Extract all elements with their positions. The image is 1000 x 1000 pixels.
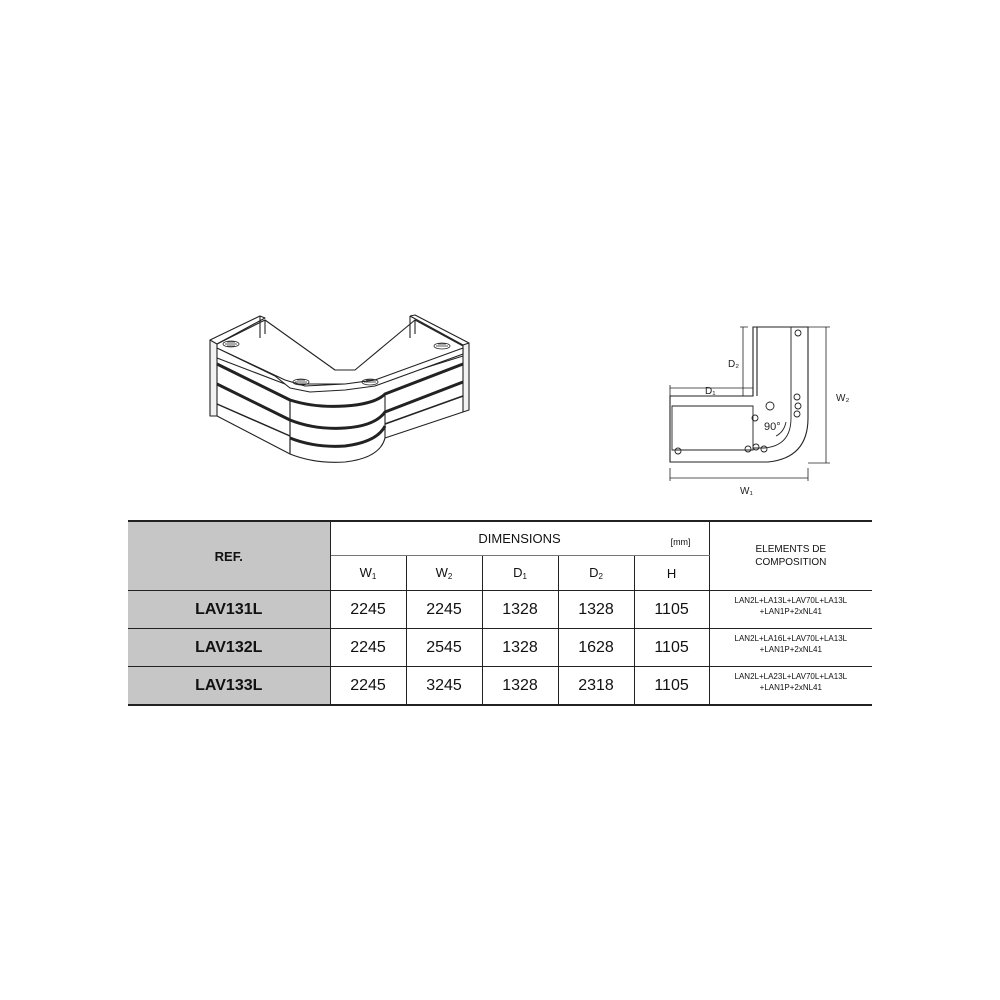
d1-cell: 1328	[482, 629, 558, 667]
col-w1-header: $W_1$	[330, 556, 406, 591]
d1-cell: 1328	[482, 591, 558, 629]
w2-cell: 2245	[406, 591, 482, 629]
w2-cell: 2545	[406, 629, 482, 667]
elements-header-line2: COMPOSITION	[755, 557, 827, 568]
counter-isometric-drawing	[205, 308, 475, 468]
h-cell: 1105	[634, 667, 709, 706]
table-row	[128, 591, 872, 629]
d2-cell: 2318	[558, 667, 634, 706]
col-w2-header: $W_2$	[406, 556, 482, 591]
elements-cell: LAN2L+LA23L+LAV70L+LA13L +LAN1P+2xNL41	[709, 667, 872, 706]
d2-cell: 1328	[558, 591, 634, 629]
label-d1: D₁	[705, 386, 716, 397]
unit-label: [mm]	[670, 537, 691, 547]
label-w2: W₂	[836, 393, 850, 404]
ref-cell: LAV132L	[128, 629, 330, 667]
table-row	[128, 667, 872, 706]
table-row	[128, 629, 872, 667]
label-angle: 90°	[764, 421, 781, 433]
label-d2: D₂	[728, 359, 740, 370]
col-d2-header: $D_2$	[558, 556, 634, 591]
dimensions-header	[330, 521, 709, 556]
elements-cell: LAN2L+LA16L+LAV70L+LA13L +LAN1P+2xNL41	[709, 629, 872, 667]
col-d1-header: $D_1$	[482, 556, 558, 591]
dimensions-table	[128, 520, 872, 706]
label-w1: W₁	[740, 486, 753, 497]
h-cell: 1105	[634, 591, 709, 629]
h-cell: 1105	[634, 629, 709, 667]
ref-column-header: REF.	[128, 521, 330, 591]
elements-cell: LAN2L+LA13L+LAV70L+LA13L +LAN1P+2xNL41	[709, 591, 872, 629]
w1-cell: 2245	[330, 667, 406, 706]
col-h-header: H	[634, 556, 709, 591]
dimensions-title: DIMENSIONS	[478, 531, 561, 546]
elements-column-header	[709, 521, 872, 591]
ref-cell: LAV133L	[128, 667, 330, 706]
ref-cell: LAV131L	[128, 591, 330, 629]
w1-cell: 2245	[330, 629, 406, 667]
elements-header-line1: ELEMENTS DE	[755, 544, 827, 555]
counter-plan-drawing	[660, 318, 860, 503]
w2-cell: 3245	[406, 667, 482, 706]
d2-cell: 1628	[558, 629, 634, 667]
w1-cell: 2245	[330, 591, 406, 629]
d1-cell: 1328	[482, 667, 558, 706]
